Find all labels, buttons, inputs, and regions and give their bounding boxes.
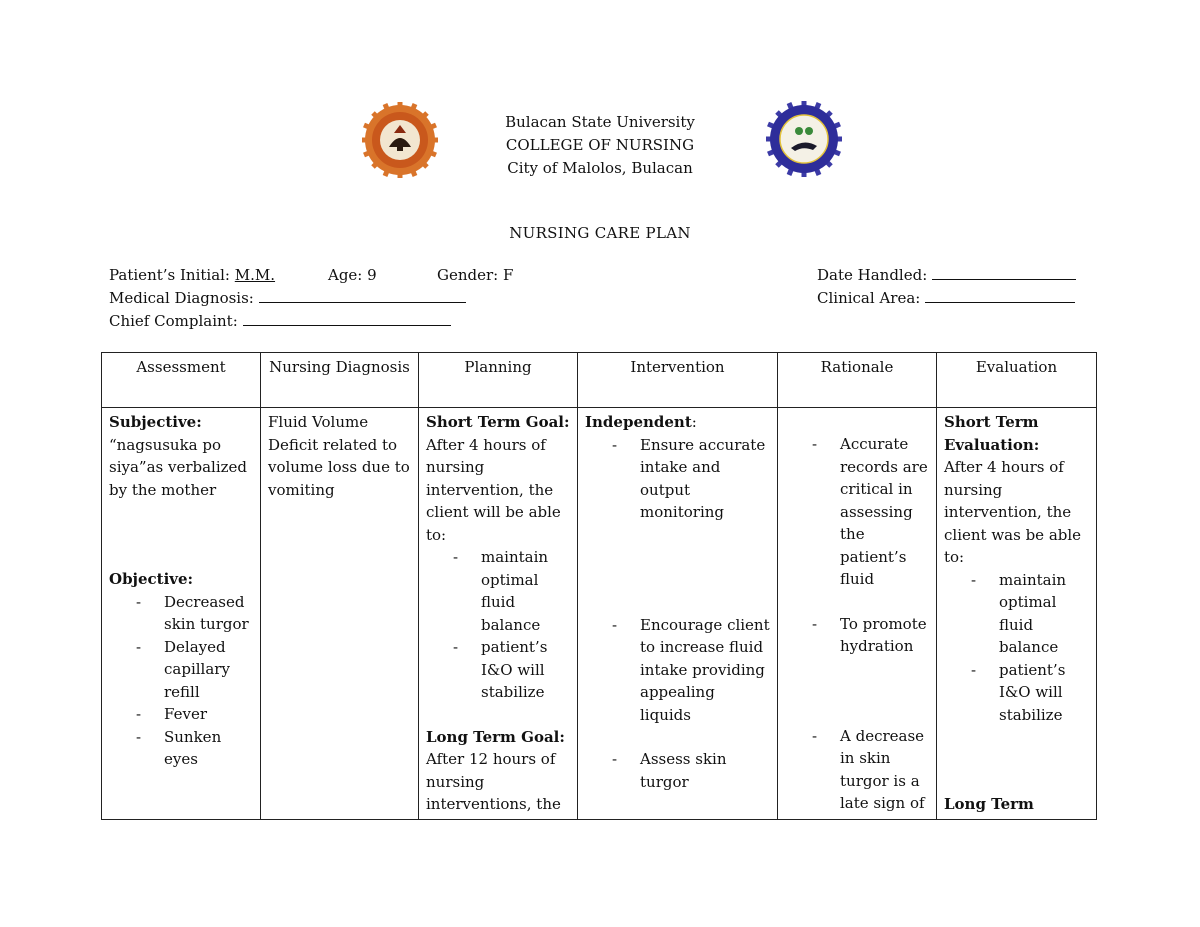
subjective-label: Subjective: <box>109 413 202 431</box>
subjective-text: “nagsusuka po siya”as verbalized by the mother <box>109 435 248 499</box>
intervention-cell <box>578 408 778 820</box>
independent-colon: : <box>691 413 697 431</box>
independent-label: Independent <box>585 413 692 431</box>
long-term-goal-label: Long Term Goal: <box>426 727 565 746</box>
care-plan-table <box>101 352 1097 820</box>
date-handled-blank <box>932 264 1076 280</box>
list-item: - patient’s I&O will stabilize <box>944 659 1089 727</box>
list-item: - maintain optimal fluid balance <box>944 569 1089 659</box>
short-term-goal-list <box>426 546 570 704</box>
short-term-evaluation-text: After 4 hours of nursing intervention, the client was be able to: <box>944 458 1082 566</box>
objective-label: Objective: <box>109 570 194 588</box>
document-title: NURSING CARE PLAN <box>509 224 691 242</box>
independent-heading <box>585 411 770 434</box>
institution-header <box>0 111 1200 180</box>
list-item: - maintain optimal fluid balance <box>426 546 570 636</box>
objective-list <box>109 591 253 771</box>
rationale-cell <box>778 408 937 820</box>
intervention-list <box>585 434 770 794</box>
evaluation-cell <box>937 408 1097 820</box>
list-item: - patient’s I&O will stabilize <box>426 636 570 704</box>
diagnosis-text: Fluid Volume Deficit related to volume loss due to vomiting <box>268 413 410 499</box>
medical-diagnosis <box>109 287 466 310</box>
header-nursing-diagnosis: Nursing Diagnosis <box>261 353 419 408</box>
college-name: COLLEGE OF NURSING <box>505 136 695 154</box>
clinical-area <box>817 287 1075 310</box>
long-term-goal-text: After 12 hours of nursing interventions, the <box>426 750 561 813</box>
short-term-evaluation-label: Short Term Evaluation: <box>944 413 1040 454</box>
medical-diagnosis-blank <box>259 287 466 303</box>
header-evaluation: Evaluation <box>937 353 1097 408</box>
list-item: - Decreased skin turgor <box>109 591 253 636</box>
header-assessment: Assessment <box>102 353 261 408</box>
assessment-cell <box>102 408 261 820</box>
short-term-goal-label: Short Term Goal: <box>426 413 570 431</box>
date-handled-label: Date Handled: <box>817 266 928 284</box>
patient-initial-label: Patient’s Initial: <box>109 266 230 284</box>
list-item: - Sunken eyes <box>109 726 253 771</box>
list-item: - To promote hydration <box>785 613 929 658</box>
list-item: - Accurate records are critical in assessing the patient’s fluid <box>785 433 929 591</box>
date-handled <box>817 264 1076 287</box>
patient-age: Age: 9 <box>328 266 377 284</box>
list-item: - Fever <box>109 703 253 726</box>
evaluation-list <box>944 569 1089 727</box>
list-item: - Ensure accurate intake and output monitoring <box>585 434 770 524</box>
city-name: City of Malolos, Bulacan <box>507 159 693 177</box>
list-item: - A decrease in skin turgor is a late sign of <box>785 725 929 815</box>
university-name: Bulacan State University <box>505 113 695 131</box>
header-planning: Planning <box>419 353 578 408</box>
rationale-list <box>785 433 929 815</box>
table-row <box>102 408 1097 820</box>
chief-complaint <box>109 310 451 333</box>
patient-initial <box>109 264 275 287</box>
chief-complaint-label: Chief Complaint: <box>109 312 238 330</box>
nursing-diagnosis-cell <box>261 408 419 820</box>
chief-complaint-blank <box>243 310 451 326</box>
clinical-area-label: Clinical Area: <box>817 289 921 307</box>
list-item: - Delayed capillary refill <box>109 636 253 704</box>
long-term-evaluation-label: Long Term <box>944 795 1034 813</box>
patient-initial-value: M.M. <box>234 266 276 284</box>
planning-cell <box>419 408 578 820</box>
clinical-area-blank <box>925 287 1075 303</box>
table-header-row <box>102 353 1097 408</box>
header-intervention: Intervention <box>578 353 778 408</box>
patient-gender: Gender: F <box>437 266 514 284</box>
header-rationale: Rationale <box>778 353 937 408</box>
list-item: - Encourage client to increase fluid intake providing appealing liquids <box>585 614 770 727</box>
list-item: - Assess skin turgor <box>585 748 770 793</box>
medical-diagnosis-label: Medical Diagnosis: <box>109 289 254 307</box>
short-term-goal-text: After 4 hours of nursing intervention, the client will be able to: <box>426 435 561 544</box>
